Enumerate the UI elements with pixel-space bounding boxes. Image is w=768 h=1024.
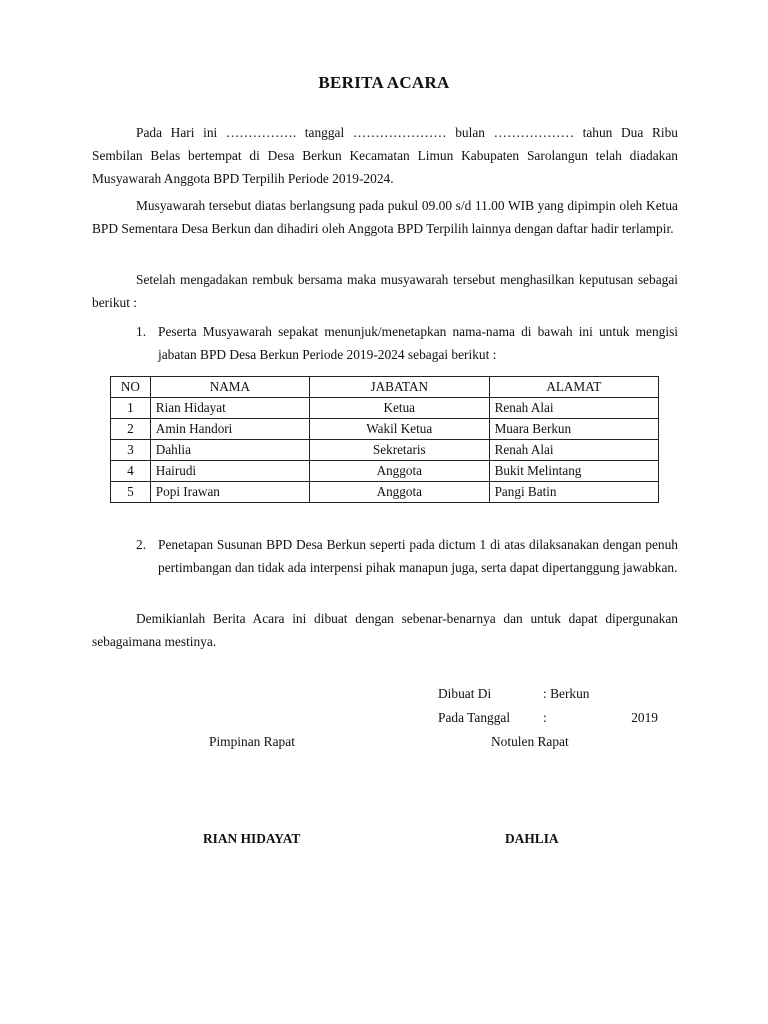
table-row xyxy=(111,482,659,503)
cell-no: 3 xyxy=(111,440,151,461)
paragraph-decision-intro-text: Setelah mengadakan rembuk bersama maka musyawarah tersebut menghasilkan keputusan sebagai berikut : xyxy=(92,272,678,310)
cell-nama: Dahlia xyxy=(150,440,309,461)
table-header-row xyxy=(111,377,659,398)
table-row xyxy=(111,461,659,482)
pimpinan-label: Pimpinan Rapat xyxy=(209,734,295,749)
cell-alamat: Bukit Melintang xyxy=(489,461,658,482)
paragraph-closing-text: Demikianlah Berita Acara ini dibuat dengan sebenar-benarnya dan untuk dapat dipergunakan sebagaimana mestinya. xyxy=(92,611,678,649)
header-nama: NAMA xyxy=(150,377,309,398)
paragraph-meeting-time-text: Musyawarah tersebut diatas berlangsung pada pukul 09.00 s/d 11.00 WIB yang dipimpin oleh Ketua BPD Sementara Desa Berkun dan dihadiri oleh Anggota BPD Terpilih lainnya dengan daftar hadir terlampir. xyxy=(92,198,678,236)
cell-nama: Popi Irawan xyxy=(150,482,309,503)
cell-jabatan: Ketua xyxy=(309,398,489,419)
decision-item-1-text: Peserta Musyawarah sepakat menunjuk/menetapkan nama-nama di bawah ini untuk mengisi jabatan BPD Desa Berkun Periode 2019-2024 sebagai berikut : xyxy=(158,324,678,362)
dibuat-value: : Berkun xyxy=(543,686,590,701)
cell-jabatan: Anggota xyxy=(309,482,489,503)
decision-item-2-number: 2. xyxy=(136,537,147,552)
cell-jabatan: Sekretaris xyxy=(309,440,489,461)
cell-alamat: Pangi Batin xyxy=(489,482,658,503)
cell-no: 5 xyxy=(111,482,151,503)
tanggal-year: 2019 xyxy=(631,710,658,725)
cell-alamat: Renah Alai xyxy=(489,440,658,461)
cell-nama: Hairudi xyxy=(150,461,309,482)
cell-alamat: Renah Alai xyxy=(489,398,658,419)
tanggal-line xyxy=(438,707,658,729)
decision-item-2-text: Penetapan Susunan BPD Desa Berkun seperti pada dictum 1 di atas dilaksanakan dengan penuh pertimbangan dan tidak ada interpensi pihak manapun juga, serta dapat dipertanggung jawabkan. xyxy=(158,537,678,575)
cell-jabatan: Anggota xyxy=(309,461,489,482)
tanggal-label: Pada Tanggal xyxy=(438,710,511,725)
members-table xyxy=(110,376,659,503)
paragraph-closing xyxy=(92,607,678,653)
decision-item-1-number: 1. xyxy=(136,324,147,339)
header-jabatan: JABATAN xyxy=(309,377,489,398)
dibuat-label: Dibuat Di xyxy=(438,686,492,701)
cell-alamat: Muara Berkun xyxy=(489,419,658,440)
table-row xyxy=(111,440,659,461)
paragraph-opening-text: Pada Hari ini ……………. tanggal ………………… bulan ……………… tahun Dua Ribu Sembilan Belas bertempat di Desa Berkun Kecamatan Limun Kabupaten Sarolangun telah diadakan Musyawarah Anggota BPD Terpilih Periode 2019-2024. xyxy=(92,125,678,186)
tanggal-colon: : xyxy=(543,710,547,725)
header-alamat: ALAMAT xyxy=(489,377,658,398)
paragraph-meeting-time xyxy=(92,194,678,240)
cell-nama: Amin Handori xyxy=(150,419,309,440)
pimpinan-name: RIAN HIDAYAT xyxy=(203,831,301,846)
table-row xyxy=(111,398,659,419)
cell-no: 1 xyxy=(111,398,151,419)
cell-nama: Rian Hidayat xyxy=(150,398,309,419)
cell-no: 2 xyxy=(111,419,151,440)
paragraph-decision-intro xyxy=(92,268,678,314)
header-no: NO xyxy=(111,377,151,398)
table-row xyxy=(111,419,659,440)
notulen-label: Notulen Rapat xyxy=(491,734,569,749)
paragraph-opening xyxy=(92,121,678,190)
document-title: BERITA ACARA xyxy=(318,73,450,92)
notulen-name: DAHLIA xyxy=(505,831,559,846)
cell-no: 4 xyxy=(111,461,151,482)
cell-jabatan: Wakil Ketua xyxy=(309,419,489,440)
